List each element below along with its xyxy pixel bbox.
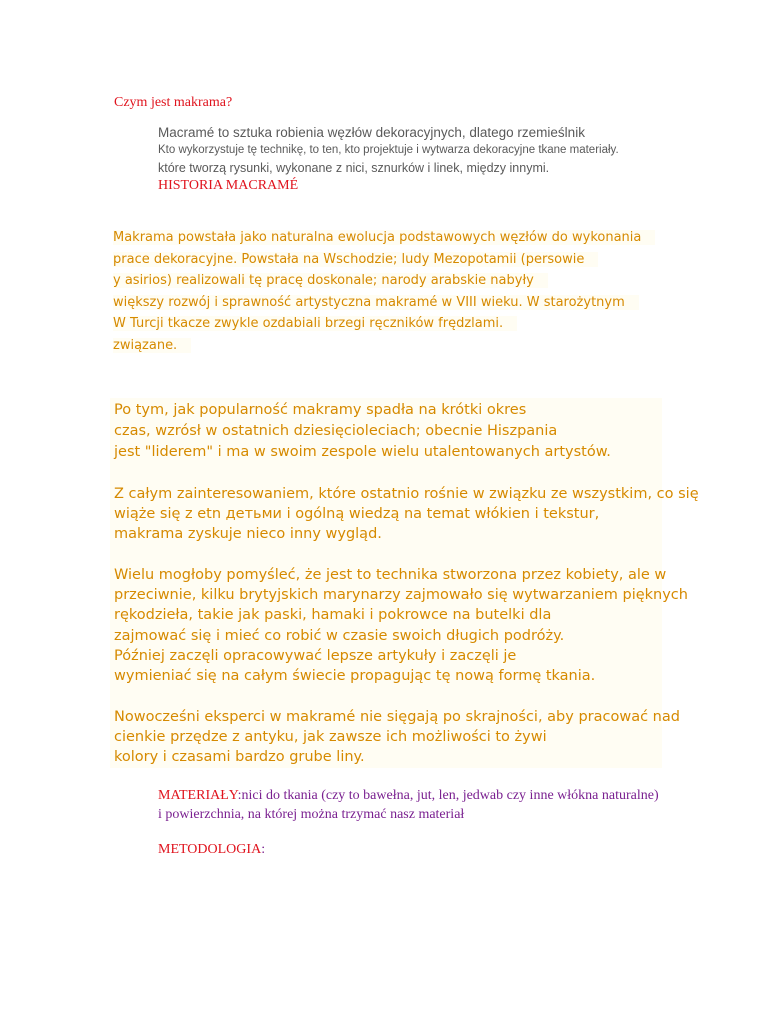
body-line: Wielu mogłoby pomyśleć, że jest to technika stworzona przez kobiety, ale w (114, 567, 667, 583)
body-line: przeciwnie, kilku brytyjskich marynarzy zajmowało się wytwarzaniem pięknych (114, 587, 688, 603)
intro-line: które tworzą rysunki, wykonane z nici, sznurków i linek, między innymi. (158, 161, 550, 175)
history-heading: HISTORIA MACRAMÉ (158, 178, 299, 193)
body-line: kolory i czasami bardzo grube liny. (114, 749, 365, 765)
methodology-label: METODOLOGIA (158, 842, 262, 857)
materials-text: i powierzchnia, na której można trzymać nasz materiał (158, 807, 465, 822)
materials-line (158, 786, 659, 805)
methodology-heading (158, 842, 265, 858)
intro-paragraph (158, 124, 619, 178)
history-line: prace dekoracyjne. Powstała na Wschodzie; ludy Mezopotamii (persowie (113, 252, 598, 267)
materials-text: :nici do tkania (czy to bawełna, jut, len, jedwab czy inne włókna naturalne) (237, 788, 659, 803)
materials-section (158, 786, 659, 824)
methodology-colon: : (261, 842, 266, 857)
history-paragraph (113, 227, 655, 357)
body-line: rękodzieła, takie jak paski, hamaki i pokrowce na butelki dla (114, 607, 552, 623)
history-line: większy rozwój i sprawność artystyczna makramé w VIII wieku. W starożytnym (113, 295, 639, 310)
body-line: wymieniać się na całym świecie propagując tę nową formę tkania. (114, 668, 596, 684)
body-line: makrama zyskuje nieco inny wygląd. (114, 526, 382, 542)
body-line: Po tym, jak popularność makramy spadła na krótki okres (114, 402, 527, 418)
materials-label: MATERIAŁY (158, 788, 238, 803)
history-line: W Turcji tkacze zwykle ozdabiali brzegi ręczników frędzlami. (113, 316, 517, 331)
body-text-block (110, 398, 699, 768)
intro-line: Macramé to sztuka robienia węzłów dekoracyjnych, dlatego rzemieślnik (158, 125, 585, 140)
body-line: czas, wzrósł w ostatnich dziesięcioleciach; obecnie Hiszpania (114, 423, 558, 439)
history-line: y asirios) realizowali tę pracę doskonale; narody arabskie nabyły (113, 273, 548, 288)
history-line: Makrama powstała jako naturalna ewolucja podstawowych węzłów do wykonania (113, 230, 655, 245)
body-line: Później zaczęli opracowywać lepsze artykuły i zaczęli je (114, 648, 517, 664)
history-line: związane. (113, 338, 191, 353)
body-line: jest "liderem" i ma w swoim zespole wielu utalentowanych artystów. (114, 444, 611, 460)
intro-line: Kto wykorzystuje tę technikę, to ten, kto projektuje i wytwarza dekoracyjne tkane materiały. (158, 144, 619, 156)
body-line: cienkie przędze z antyku, jak zawsze ich możliwości to żywi (114, 729, 547, 745)
body-line: zajmować się i mieć co robić w czasie swoich długich podróży. (114, 628, 565, 644)
section-heading: Czym jest makrama? (114, 95, 233, 110)
body-line: Z całym zainteresowaniem, które ostatnio rośnie w związku ze wszystkim, co się (114, 486, 699, 502)
body-line: Nowocześni eksperci w makramé nie sięgają po skrajności, aby pracować nad (114, 709, 680, 725)
body-line: wiąże się z etn детьми i ogólną wiedzą na temat włókien i tekstur, (114, 506, 600, 522)
